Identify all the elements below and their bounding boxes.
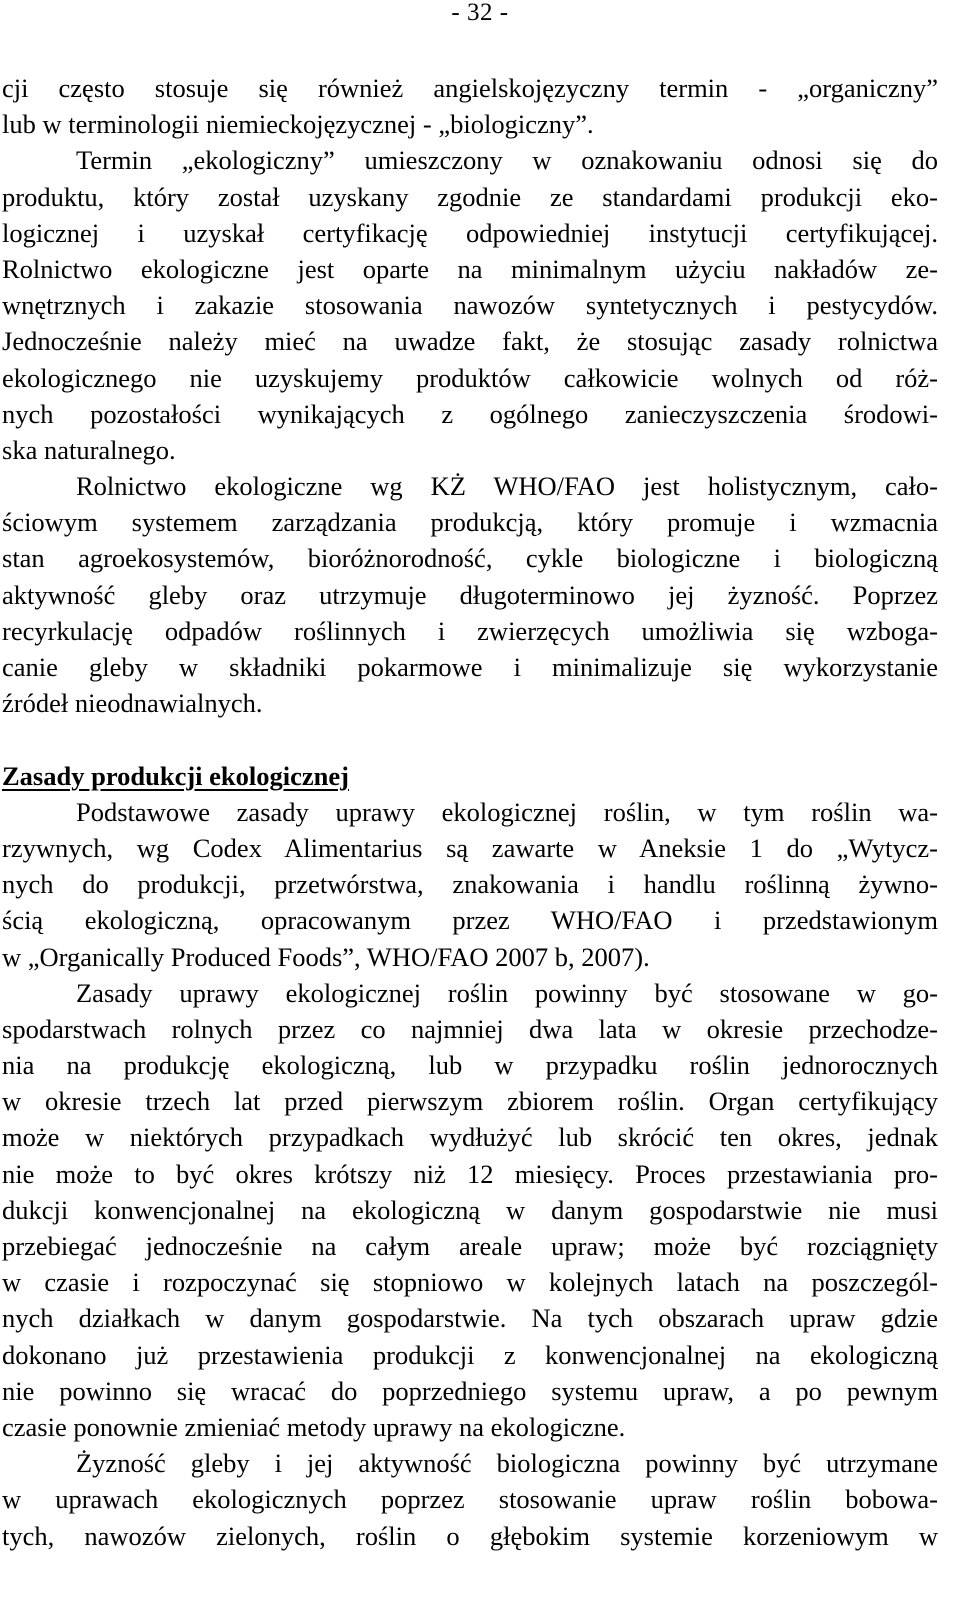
- text-line: ska naturalnego.: [2, 434, 176, 465]
- text-line: aktywność gleby oraz utrzymuje długoterminowo jej żyzność. Poprzez: [2, 579, 938, 610]
- text-line: Rolnictwo ekologiczne jest oparte na minimalnym użyciu nakładów ze-: [2, 253, 938, 284]
- text-line: tych, nawozów zielonych, roślin o głębokim systemie korzeniowym w: [2, 1520, 938, 1551]
- text-line: Żyzność gleby i jej aktywność biologiczna powinny być utrzymane: [76, 1448, 938, 1479]
- text-line: nych do produkcji, przetwórstwa, znakowania i handlu roślinną żywno-: [2, 869, 938, 900]
- text-line: przebiegać jednocześnie na całym areale upraw; może być rozciągnięty: [2, 1231, 938, 1261]
- text-line: ściowym systemem zarządzania produkcją, który promuje i wzmacnia: [2, 507, 938, 538]
- text-line: ścią ekologiczną, opracowanym przez WHO/FAO i przedstawionym: [2, 905, 938, 936]
- page-number: - 32 -: [451, 0, 509, 26]
- text-line: recyrkulację odpadów roślinnych i zwierzęcych umożliwia się wzboga-: [2, 615, 938, 646]
- text-line: lub w terminologii niemieckojęzycznej - „biologiczny”.: [2, 109, 594, 140]
- text-line: źródeł nieodnawialnych.: [2, 688, 263, 719]
- text-line: dokonano już przestawienia produkcji z konwencjonalnej na ekologiczną: [2, 1339, 938, 1370]
- text-line: Podstawowe zasady uprawy ekologicznej roślin, w tym roślin wa-: [76, 796, 938, 827]
- text-line: ekologicznego nie uzyskujemy produktów całkowicie wolnych od róż-: [2, 362, 938, 393]
- text-line: nych pozostałości wynikających z ogólnego zanieczyszczenia środowi-: [2, 398, 938, 429]
- text-line: wnętrznych i zakazie stosowania nawozów syntetycznych i pestycydów.: [2, 290, 938, 321]
- text-line: Rolnictwo ekologiczne wg KŻ WHO/FAO jest holistycznym, cało-: [76, 471, 938, 502]
- text-line: w czasie i rozpoczynać się stopniowo w kolejnych latach na poszczegól-: [2, 1267, 938, 1298]
- text-line: Zasady uprawy ekologicznej roślin powinny być stosowane w go-: [76, 977, 938, 1008]
- text-line: Termin „ekologiczny” umieszczony w oznakowaniu odnosi się do: [76, 145, 938, 176]
- text-line: produktu, który został uzyskany zgodnie ze standardami produkcji eko-: [2, 181, 938, 212]
- text-line: nia na produkcję ekologiczną, lub w przypadku roślin jednorocznych: [2, 1050, 938, 1081]
- text-line: cji często stosuje się również angielskojęzyczny termin - „organiczny”: [2, 73, 938, 103]
- text-line: logicznej i uzyskał certyfikację odpowiedniej instytucji certyfikującej.: [2, 217, 938, 248]
- text-line: canie gleby w składniki pokarmowe i minimalizuje się wykorzystanie: [2, 652, 938, 682]
- text-line: czasie ponownie zmieniać metody uprawy na ekologiczne.: [2, 1411, 626, 1442]
- section-heading: Zasady produkcji ekologicznej: [2, 760, 349, 791]
- page-body: [2, 70, 938, 1554]
- section-heading-line: [2, 758, 938, 794]
- paragraph-block-principles: [2, 794, 938, 1554]
- text-line: w uprawach ekologicznych poprzez stosowanie upraw roślin bobowa-: [2, 1484, 938, 1515]
- text-line: rzywnych, wg Codex Alimentarius są zawarte w Aneksie 1 do „Wytycz-: [2, 832, 938, 863]
- text-line: dukcji konwencjonalnej na ekologiczną w danym gospodarstwie nie musi: [2, 1194, 938, 1225]
- text-line: może w niektórych przypadkach wydłużyć lub skrócić ten okres, jednak: [2, 1122, 938, 1153]
- text-line: w okresie trzech lat przed pierwszym zbiorem roślin. Organ certyfikujący: [2, 1086, 938, 1117]
- text-line: w „Organically Produced Foods”, WHO/FAO 2007 b, 2007).: [2, 941, 650, 972]
- text-line: spodarstwach rolnych przez co najmniej dwa lata w okresie przechodze-: [2, 1013, 938, 1044]
- section-spacer: [2, 721, 938, 757]
- text-line: nie może to być okres krótszy niż 12 miesięcy. Proces przestawiania pro-: [2, 1158, 938, 1189]
- text-line: nych działkach w danym gospodarstwie. Na tych obszarach upraw gdzie: [2, 1303, 938, 1334]
- paragraph-block-intro: [2, 70, 938, 721]
- text-line: nie powinno się wracać do poprzedniego systemu upraw, a po pewnym: [2, 1375, 938, 1406]
- text-line: stan agroekosystemów, bioróżnorodność, cykle biologiczne i biologiczną: [2, 543, 938, 574]
- text-line: Jednocześnie należy mieć na uwadze fakt, że stosując zasady rolnictwa: [2, 326, 938, 357]
